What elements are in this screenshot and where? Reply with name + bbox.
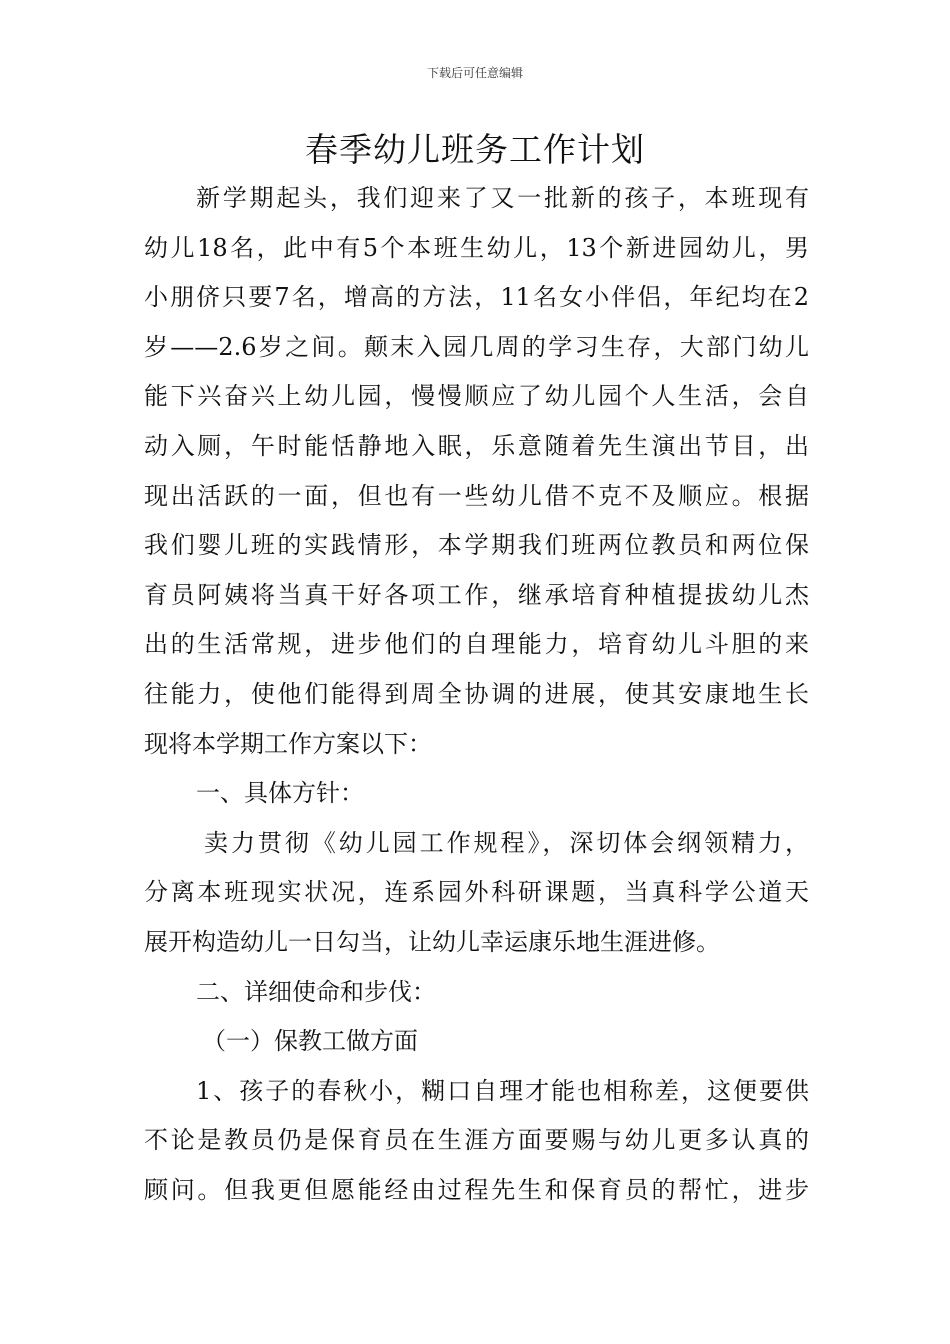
text-line: 动入厕，午时能恬静地入眠，乐意随着先生演出节目，出	[144, 431, 809, 460]
subsection-heading: （一）保教工做方面	[202, 1027, 418, 1056]
text-line: 不论是教员仍是保育员在生涯方面要赐与幼儿更多认真的	[144, 1126, 809, 1155]
text-line: 幼儿18名，此中有5个本班生幼儿，13个新进园幼儿，男	[144, 233, 809, 262]
text-line: 顾问。但我更但愿能经由过程先生和保育员的帮忙，进步	[144, 1175, 809, 1204]
text-line: 岁——2.6岁之间。颠末入园几周的学习生存，大部门幼儿	[144, 332, 809, 361]
text-line: 现将本学期工作方案以下：	[144, 729, 432, 758]
text-line: 往能力，使他们能得到周全协调的进展，使其安康地生长	[144, 679, 809, 708]
text-line: 现出活跃的一面，但也有一些幼儿借不克不及顺应。根据	[144, 481, 809, 510]
text-line: 能下兴奋兴上幼儿园，慢慢顺应了幼儿园个人生活，会自	[144, 382, 809, 411]
text-line: 1、孩子的春秋小，糊口自理才能也相称差，这便要供	[196, 1076, 809, 1105]
text-line: 小朋侪只要7名，增高的方法，11名女小伴侣，年纪均在2	[144, 283, 809, 312]
header-note: 下载后可任意编辑	[426, 66, 523, 80]
text-line: 出的生活常规，进步他们的自理能力，培育幼儿斗胆的来	[144, 630, 809, 659]
section-heading: 一、具体方针：	[196, 779, 364, 808]
text-line: 卖力贯彻《幼儿园工作规程》，深切体会纲领精力，	[204, 828, 809, 857]
text-line: 新学期起头，我们迎来了又一批新的孩子，本班现有	[196, 184, 809, 212]
document-body	[144, 174, 809, 1215]
text-line: 育员阿姨将当真干好各项工作，继承培育种植提拔幼儿杰	[144, 580, 809, 609]
text-line: 展开构造幼儿一日勾当，让幼儿幸运康乐地生涯进修。	[144, 927, 720, 956]
document-title: 春季幼儿班务工作计划	[305, 130, 645, 169]
text-line: 分离本班现实状况，连系园外科研课题，当真科学公道天	[144, 878, 809, 907]
section-heading: 二、详细使命和步伐：	[196, 977, 436, 1006]
text-line: 我们婴儿班的实践情形，本学期我们班两位教员和两位保	[144, 531, 809, 560]
